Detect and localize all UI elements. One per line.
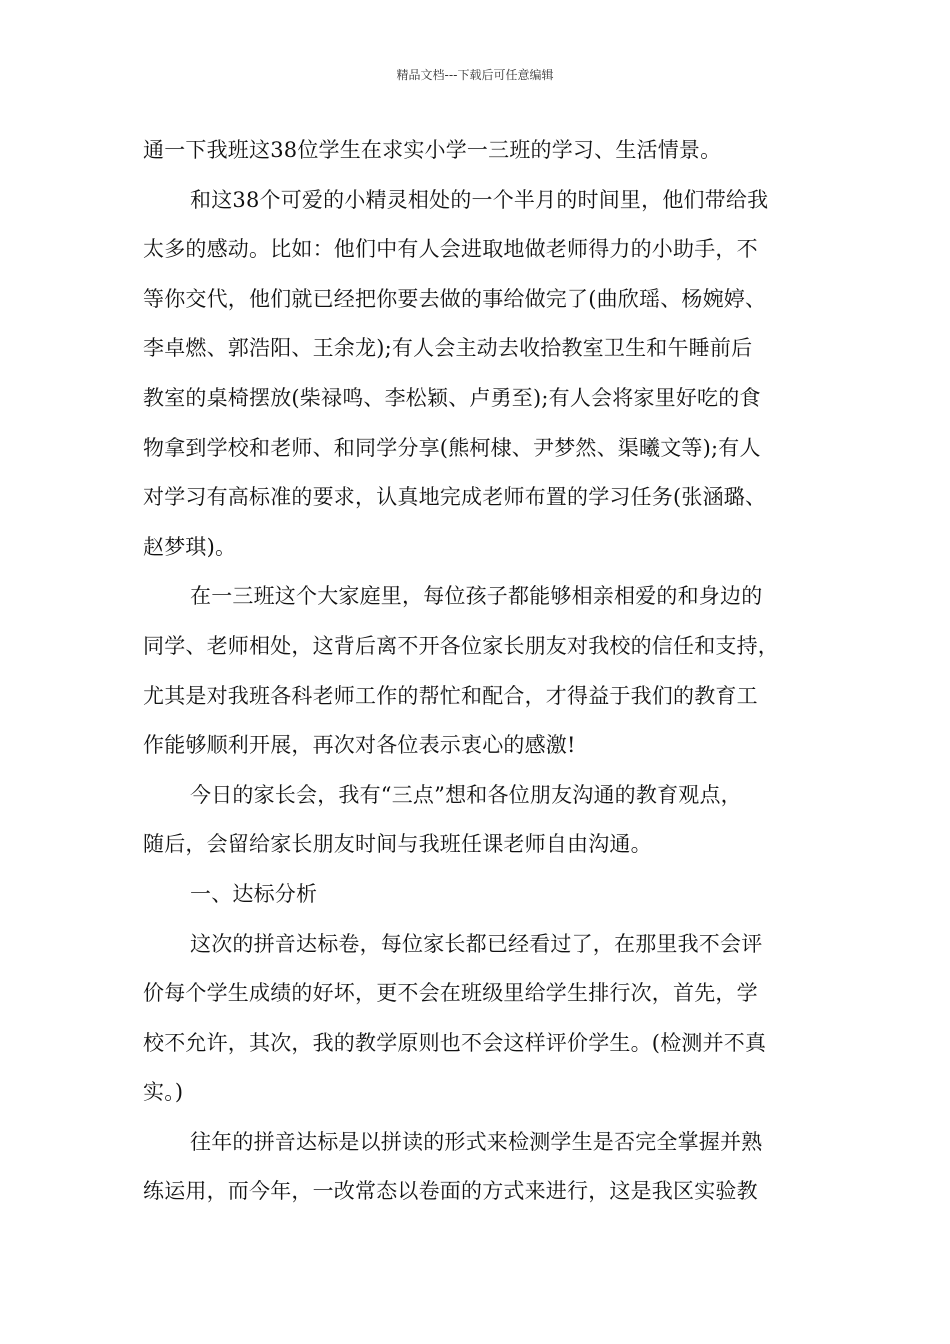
text-line: 等你交代，他们就已经把你要去做的事给做完了(曲欣瑶、杨婉婷、 <box>143 286 767 311</box>
text-line: 教室的桌椅摆放(柴禄鸣、李松颖、卢勇至);有人会将家里好吃的食 <box>143 385 761 410</box>
text-line: 对学习有高标准的要求，认真地完成老师布置的学习任务(张涵璐、 <box>143 485 767 510</box>
document-body <box>143 126 813 1217</box>
text-line: 作能够顺利开展，再次对各位表示衷心的感激! <box>143 733 576 758</box>
text-line: 和这38个可爱的小精灵相处的一个半月的时间里，他们带给我 <box>190 187 769 212</box>
text-line: 在一三班这个大家庭里，每位孩子都能够相亲相爱的和身边的 <box>190 584 763 609</box>
text-line: 价每个学生成绩的好坏，更不会在班级里给学生排行次，首先，学 <box>143 981 758 1006</box>
page-header: 精品文档---下载后可任意编辑 <box>396 68 554 82</box>
text-line: 练运用，而今年，一改常态以卷面的方式来进行，这是我区实验教 <box>143 1179 758 1204</box>
text-line: 赵梦琪)。 <box>143 534 237 559</box>
text-line: 太多的感动。比如：他们中有人会进取地做老师得力的小助手，不 <box>143 237 758 262</box>
text-line: 往年的拼音达标是以拼读的形式来检测学生是否完全掌握并熟 <box>190 1129 763 1154</box>
text-line: 校不允许，其次，我的教学原则也不会这样评价学生。(检测并不真 <box>143 1030 767 1055</box>
text-line: 实。) <box>143 1080 184 1105</box>
text-line: 通一下我班这38位学生在求实小学一三班的学习、生活情景。 <box>143 138 722 162</box>
text-line: 李卓燃、郭浩阳、王余龙);有人会主动去收拾教室卫生和午睡前后 <box>143 336 753 361</box>
text-line: 一、达标分析 <box>190 881 318 906</box>
text-line: 物拿到学校和老师、和同学分享(熊柯棣、尹梦然、渠曦文等);有人 <box>143 435 761 460</box>
text-line: 尤其是对我班各科老师工作的帮忙和配合，才得益于我们的教育工 <box>143 683 758 708</box>
text-line: 同学、老师相处，这背后离不开各位家长朋友对我校的信任和支持， <box>143 633 779 658</box>
text-line: 今日的家长会，我有“三点”想和各位朋友沟通的教育观点， <box>190 782 742 807</box>
text-line: 随后，会留给家长朋友时间与我班任课老师自由沟通。 <box>143 832 652 857</box>
text-line: 这次的拼音达标卷，每位家长都已经看过了，在那里我不会评 <box>190 931 763 956</box>
